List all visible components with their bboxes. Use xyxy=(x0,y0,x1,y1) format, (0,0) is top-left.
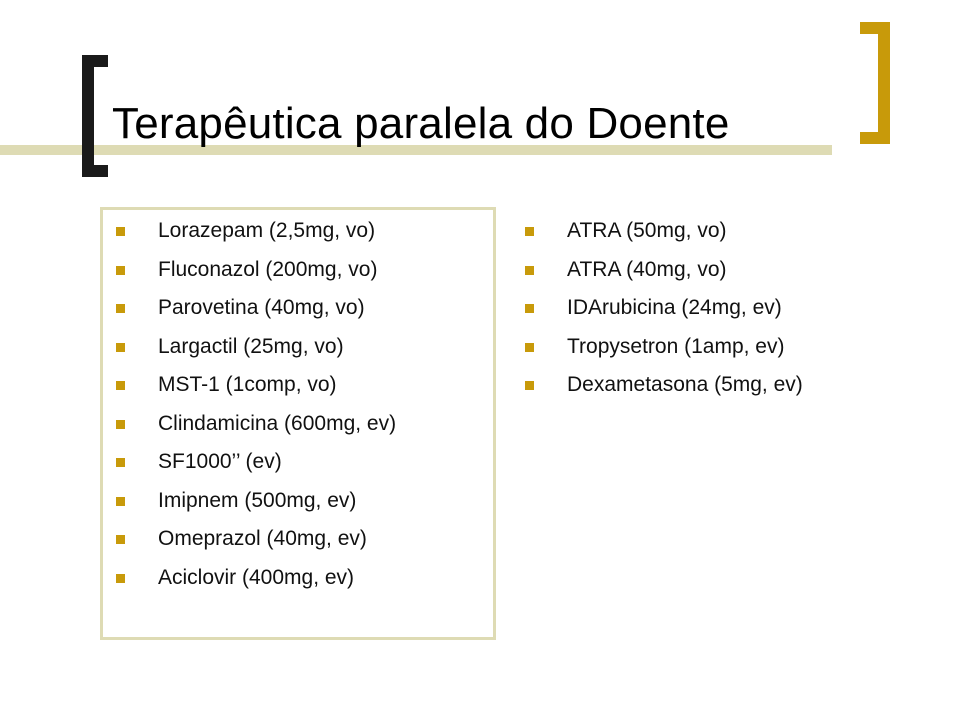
square-bullet-icon xyxy=(525,266,534,275)
list-item-label: Omeprazol (40mg, ev) xyxy=(158,527,367,550)
left-bracket-decoration xyxy=(82,55,108,177)
right-medication-list xyxy=(525,212,803,405)
list-item xyxy=(116,559,396,598)
square-bullet-icon xyxy=(116,535,125,544)
list-item-label: Lorazepam (2,5mg, vo) xyxy=(158,219,376,242)
list-item-label: ATRA (50mg, vo) xyxy=(567,219,727,242)
left-medication-list xyxy=(116,212,396,597)
square-bullet-icon xyxy=(525,304,534,313)
list-item xyxy=(116,328,396,367)
list-item-label: IDArubicina (24mg, ev) xyxy=(567,296,782,319)
list-item xyxy=(525,366,803,405)
list-item xyxy=(525,289,803,328)
square-bullet-icon xyxy=(116,266,125,275)
square-bullet-icon xyxy=(525,227,534,236)
square-bullet-icon xyxy=(116,420,125,429)
list-item-label: Largactil (25mg, vo) xyxy=(158,334,344,358)
square-bullet-icon xyxy=(116,343,125,352)
list-item-label: Aciclovir (400mg, ev) xyxy=(158,565,355,589)
square-bullet-icon xyxy=(525,343,534,352)
list-item xyxy=(116,251,396,290)
list-item xyxy=(116,405,396,444)
square-bullet-icon xyxy=(116,304,125,313)
list-item-label: Imipnem (500mg, ev) xyxy=(158,488,357,512)
list-item xyxy=(116,520,396,559)
square-bullet-icon xyxy=(116,227,125,236)
square-bullet-icon xyxy=(116,574,125,583)
list-item-label: Fluconazol (200mg, vo) xyxy=(158,257,378,281)
list-item-label: Tropysetron (1amp, ev) xyxy=(567,334,785,358)
list-item-label: SF1000’’ (ev) xyxy=(158,450,282,473)
right-bracket-decoration xyxy=(860,22,890,144)
list-item xyxy=(525,251,803,290)
slide-title: Terapêutica paralela do Doente xyxy=(112,99,730,148)
list-item-label: Parovetina (40mg, vo) xyxy=(158,296,365,319)
list-item-label: MST-1 (1comp, vo) xyxy=(158,373,337,396)
square-bullet-icon xyxy=(116,497,125,506)
list-item-label: Clindamicina (600mg, ev) xyxy=(158,411,397,435)
square-bullet-icon xyxy=(116,381,125,390)
list-item xyxy=(116,289,396,328)
list-item xyxy=(525,328,803,367)
list-item xyxy=(116,366,396,405)
square-bullet-icon xyxy=(116,458,125,467)
square-bullet-icon xyxy=(525,381,534,390)
list-item xyxy=(525,212,803,251)
list-item xyxy=(116,482,396,521)
list-item-label: Dexametasona (5mg, ev) xyxy=(567,373,803,396)
list-item xyxy=(116,443,396,482)
list-item-label: ATRA (40mg, vo) xyxy=(567,257,727,281)
list-item xyxy=(116,212,396,251)
